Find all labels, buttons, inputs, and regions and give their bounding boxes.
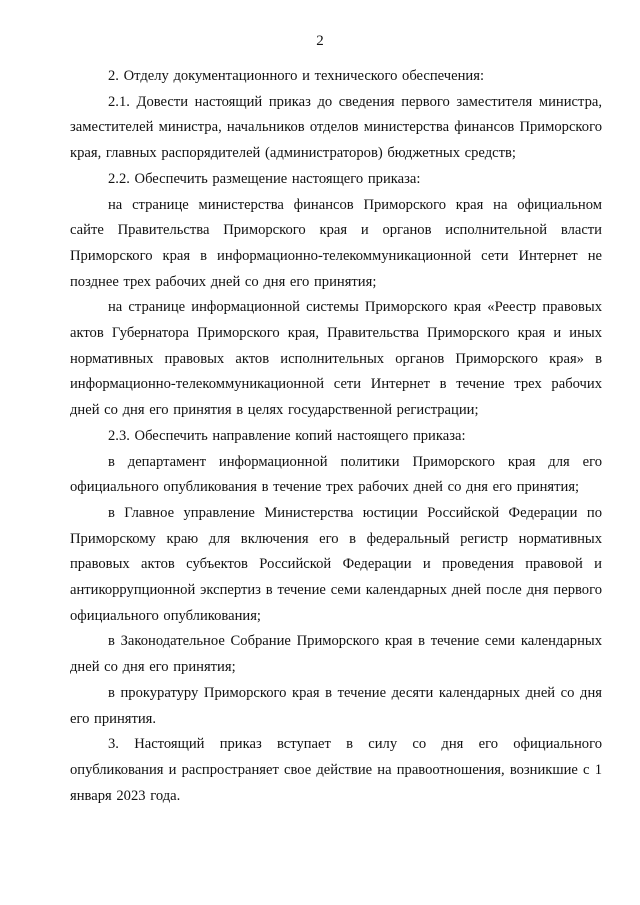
document-body: [70, 64, 602, 809]
paragraph-prosecutor-office: в прокуратуру Приморского края в течение десяти календарных дней со дня его принятия.: [70, 684, 602, 727]
paragraph-registry-page: на странице информационной системы Приморского края «Реестр правовых актов Губернатора Приморского края, Правительства Приморского края и иных нормативных правовых актов исполнительных органов Приморского края» в информационно-телекоммуникационной сети Интернет в течение трех рабочих дней со дня его принятия в целях государственной регистрации;: [70, 299, 602, 419]
paragraph-section-3: 3. Настоящий приказ вступает в силу со дня его официального опубликования и распространяет свое действие на правоотношения, возникшие с 1 января 2023 года.: [70, 736, 602, 804]
page-number: 2: [316, 33, 324, 49]
paragraph-section-2-3: 2.3. Обеспечить направление копий настоящего приказа:: [108, 427, 466, 444]
paragraph-legislative-assembly: в Законодательное Собрание Приморского края в течение семи календарных дней со дня его принятия;: [70, 633, 602, 676]
paragraph-section-2: 2. Отделу документационного и технического обеспечения:: [108, 68, 484, 84]
paragraph-justice-ministry: в Главное управление Министерства юстиции Российской Федерации по Приморскому краю для включения его в федеральный регистр нормативных правовых актов субъектов Российской Федерации и проведения правовой и антикоррупционной экспертиз в течение семи календарных дней после дня первого официального опубликования;: [70, 504, 602, 624]
paragraph-info-policy-department: в департамент информационной политики Приморского края для его официального опубликования в течение трех рабочих дней со дня его принятия;: [70, 453, 602, 496]
paragraph-finance-ministry-page: на странице министерства финансов Приморского края на официальном сайте Правительства Приморского края и органов исполнительной власти Приморского края в информационно-телекоммуникационной сети Интернет не позднее трех рабочих дней со дня его принятия;: [70, 196, 602, 290]
paragraph-section-2-2: 2.2. Обеспечить размещение настоящего приказа:: [108, 170, 421, 187]
paragraph-section-2-1: 2.1. Довести настоящий приказ до сведения первого заместителя министра, заместителей министра, начальников отделов министерства финансов Приморского края, главных распорядителей (администраторов) бюджетных средств;: [70, 93, 602, 162]
